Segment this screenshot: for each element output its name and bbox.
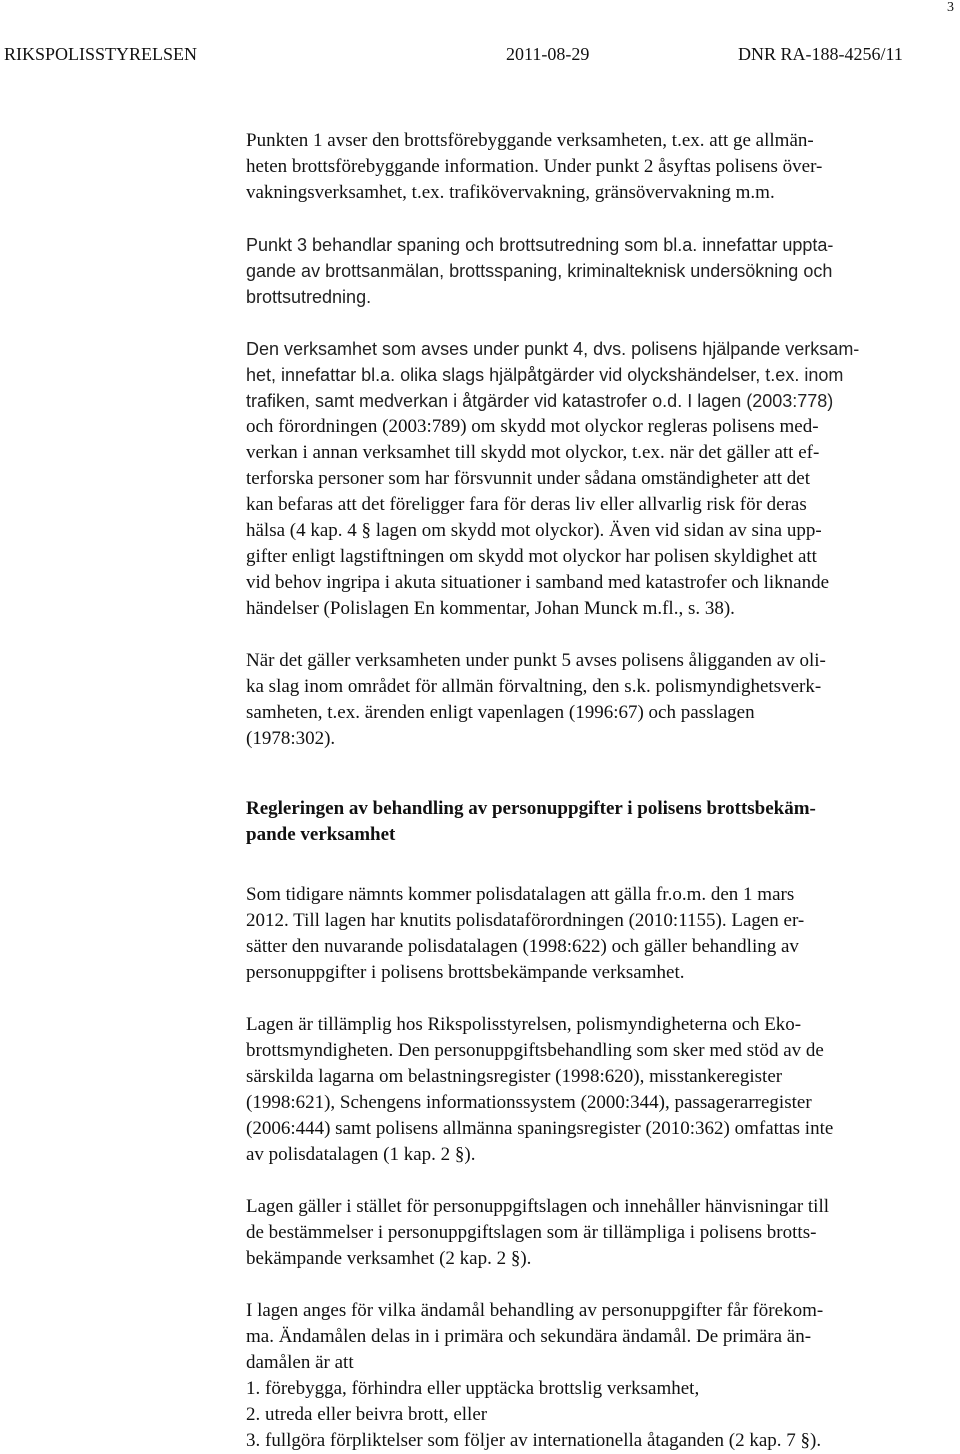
heading-line: Regleringen av behandling av personuppgifter i polisens brottsbekäm- <box>246 798 816 819</box>
text-line: damålen är att <box>246 1352 354 1373</box>
text-line: vid behov ingripa i akuta situationer i samband med katastrofer och liknande <box>246 572 830 593</box>
paragraph-3 <box>246 336 946 622</box>
text-line: terforska personer som har försvunnit under sådana omständigheter att det <box>246 468 811 489</box>
text-line: personuppgifter i polisens brottsbekämpande verksamhet. <box>246 962 685 983</box>
text-line: gande av brottsanmälan, brottsspaning, kriminalteknisk undersökning och <box>246 261 833 281</box>
text-line: (1978:302). <box>246 728 336 749</box>
header-organization: RIKSPOLISSTYRELSEN <box>4 44 198 64</box>
paragraph-4 <box>246 648 946 752</box>
text-line: I lagen anges för vilka ändamål behandling av personuppgifter får förekom- <box>246 1300 824 1321</box>
text-line: av polisdatalagen (1 kap. 2 §). <box>246 1144 476 1165</box>
text-line: samheten, t.ex. ärenden enligt vapenlagen (1996:67) och passlagen <box>246 702 755 723</box>
text-line: brottsutredning. <box>246 287 372 307</box>
text-line: (1998:621), Schengens informationssystem (2000:344), passagerarregister <box>246 1092 812 1113</box>
header-dnr: DNR RA-188-4256/11 <box>738 44 903 64</box>
document-body <box>246 128 946 1454</box>
text-line: trafiken, samt medverkan i åtgärder vid katastrofer o.d. I lagen (2003:778) <box>246 391 834 411</box>
text-line: Punkt 3 behandlar spaning och brottsutredning som bl.a. innefattar uppta- <box>246 235 834 255</box>
paragraph-5 <box>246 882 946 986</box>
section-heading <box>246 796 946 848</box>
list-item: 3. fullgöra förpliktelser som följer av internationella åtaganden (2 kap. 7 §). <box>246 1430 822 1451</box>
text-line: bekämpande verksamhet (2 kap. 2 §). <box>246 1248 532 1269</box>
text-line: (2006:444) samt polisens allmänna spaningsregister (2010:362) omfattas inte <box>246 1118 834 1139</box>
text-line: och förordningen (2003:789) om skydd mot olyckor regleras polisens med- <box>246 416 819 437</box>
text-line: När det gäller verksamheten under punkt 5 avses polisens åligganden av oli- <box>246 650 826 671</box>
text-line: Lagen är tillämplig hos Rikspolisstyrelsen, polismyndigheterna och Eko- <box>246 1014 802 1035</box>
list-item: 2. utreda eller beivra brott, eller <box>246 1404 488 1425</box>
text-line: ka slag inom området för allmän förvaltning, den s.k. polismyndighetsverk- <box>246 676 822 697</box>
text-line: brottsmyndigheten. Den personuppgiftsbehandling som sker med stöd av de <box>246 1040 824 1061</box>
paragraph-1 <box>246 128 946 206</box>
text-line: heten brottsförebyggande information. Under punkt 2 åsyftas polisens över- <box>246 156 823 177</box>
text-line: Lagen gäller i stället för personuppgiftslagen och innehåller hänvisningar till <box>246 1196 830 1217</box>
list-item: 1. förebygga, förhindra eller upptäcka brottslig verksamhet, <box>246 1378 700 1399</box>
text-line: het, innefattar bl.a. olika slags hjälpåtgärder vid olyckshändelser, t.ex. inom <box>246 365 844 385</box>
paragraph-7 <box>246 1194 946 1272</box>
paragraph-8 <box>246 1298 946 1454</box>
heading-line: pande verksamhet <box>246 824 396 845</box>
text-line: Punkten 1 avser den brottsförebyggande verksamheten, t.ex. att ge allmän- <box>246 130 814 151</box>
paragraph-2 <box>246 232 946 310</box>
text-line: de bestämmelser i personuppgiftslagen som är tillämpliga i polisens brotts- <box>246 1222 817 1243</box>
text-line: händelser (Polislagen En kommentar, Johan Munck m.fl., s. 38). <box>246 598 735 619</box>
text-line: särskilda lagarna om belastningsregister (1998:620), misstankeregister <box>246 1066 783 1087</box>
page-number: 3 <box>947 0 954 15</box>
text-line: hälsa (4 kap. 4 § lagen om skydd mot olyckor). Även vid sidan av sina upp- <box>246 520 822 541</box>
paragraph-6 <box>246 1012 946 1168</box>
page-header <box>0 44 960 68</box>
text-line: kan befaras att det föreligger fara för deras liv eller allvarlig risk för deras <box>246 494 807 515</box>
header-date: 2011-08-29 <box>506 44 590 64</box>
text-line: Som tidigare nämnts kommer polisdatalagen att gälla fr.o.m. den 1 mars <box>246 884 795 905</box>
text-line: gifter enligt lagstiftningen om skydd mot olyckor har polisen skyldighet att <box>246 546 817 567</box>
text-line: 2012. Till lagen har knutits polisdataförordningen (2010:1155). Lagen er- <box>246 910 805 931</box>
text-line: Den verksamhet som avses under punkt 4, dvs. polisens hjälpande verksam- <box>246 339 860 359</box>
text-line: sätter den nuvarande polisdatalagen (1998:622) och gäller behandling av <box>246 936 799 957</box>
text-line: vakningsverksamhet, t.ex. trafikövervakning, gränsövervakning m.m. <box>246 182 775 203</box>
text-line: verkan i annan verksamhet till skydd mot olyckor, t.ex. när det gäller att ef- <box>246 442 820 463</box>
text-line: ma. Ändamålen delas in i primära och sekundära ändamål. De primära än- <box>246 1326 812 1347</box>
